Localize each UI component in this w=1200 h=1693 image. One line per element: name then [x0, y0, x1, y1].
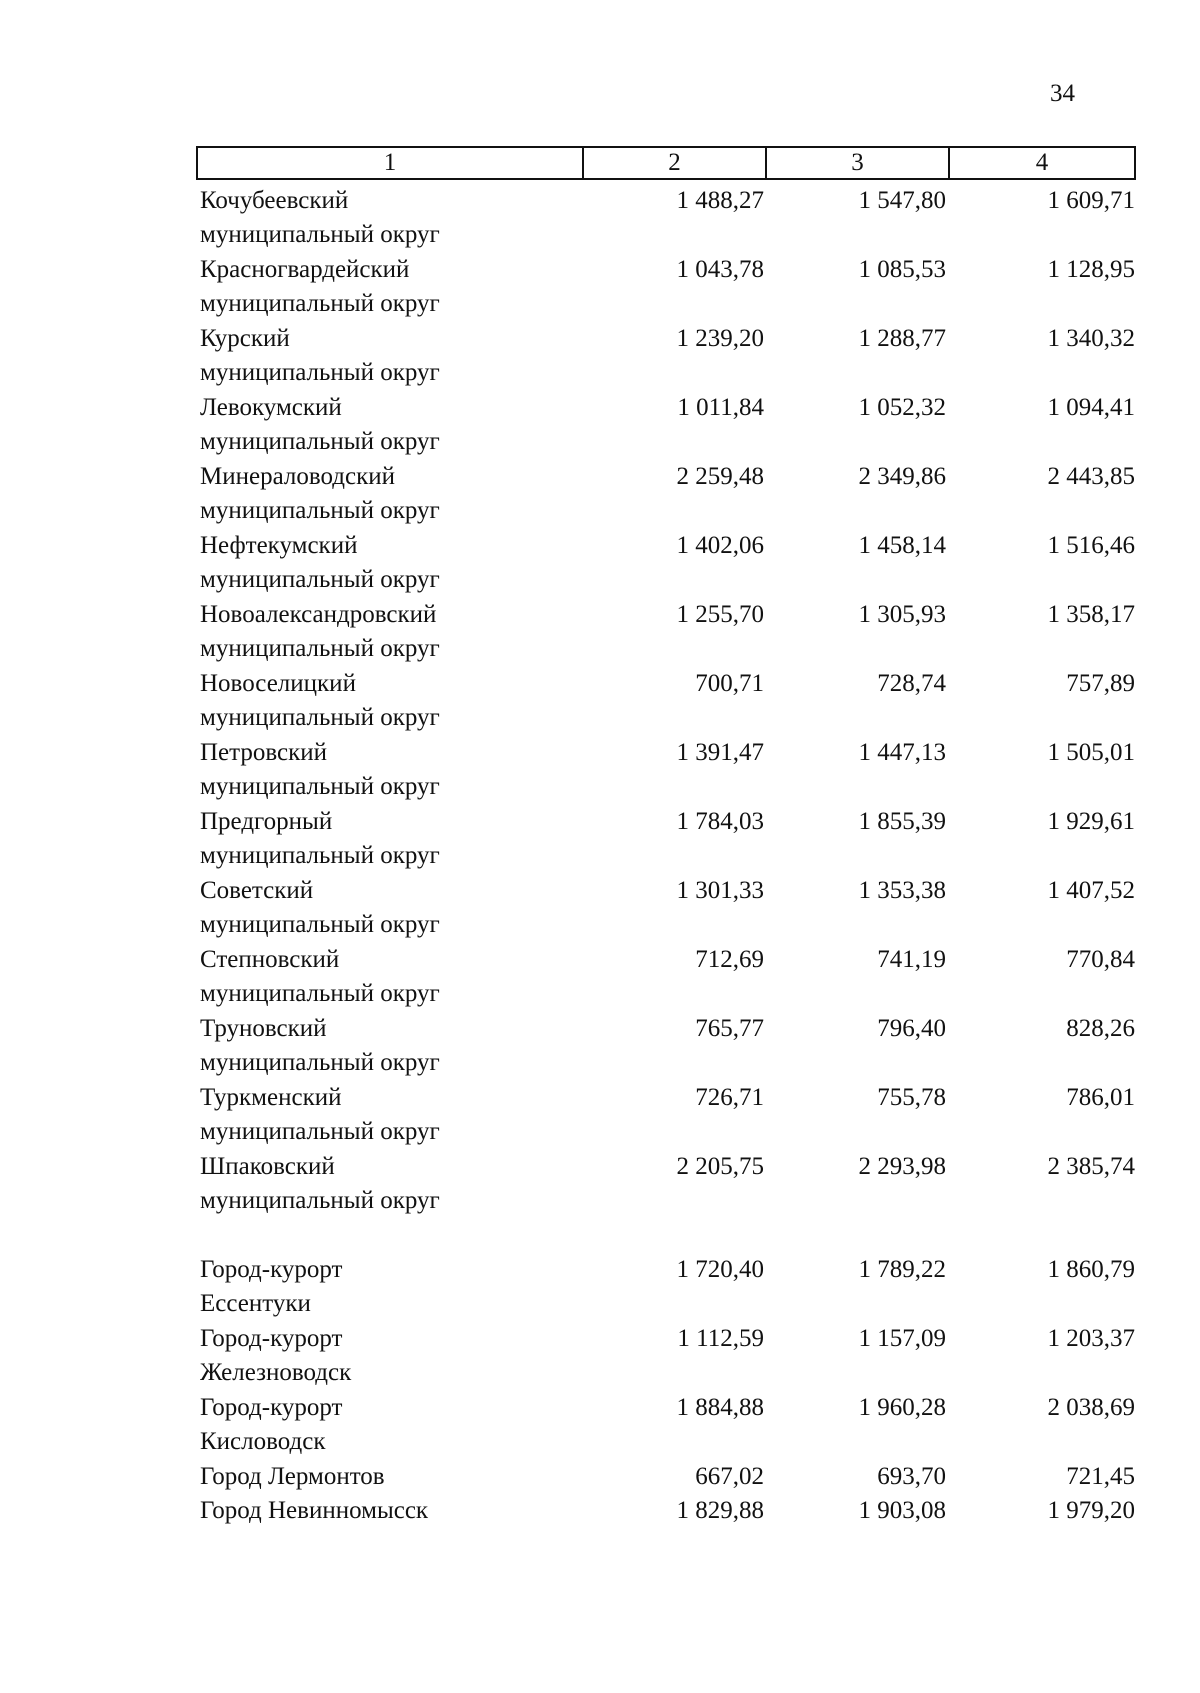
cell-col-2: 1 239,20	[676, 325, 764, 352]
cell-col-2: 726,71	[695, 1084, 764, 1111]
header-col-4: 4	[950, 146, 1136, 180]
row-name: Нефтекумский муниципальный округ	[200, 532, 440, 593]
cell-col-3: 741,19	[877, 946, 946, 973]
row-name: Город-курорт Ессентуки	[200, 1256, 343, 1317]
cell-col-4: 1 979,20	[1047, 1497, 1135, 1524]
cell-col-2: 700,71	[695, 670, 764, 697]
row-name: Степновский муниципальный округ	[200, 946, 440, 1007]
row-name: Город Невинномысск	[200, 1497, 429, 1524]
cell-col-2: 1 301,33	[676, 877, 764, 904]
cell-col-3: 728,74	[877, 670, 946, 697]
cell-col-4: 2 038,69	[1047, 1394, 1135, 1421]
cell-col-2: 1 784,03	[676, 808, 764, 835]
cell-col-3: 1 288,77	[858, 325, 946, 352]
cell-col-4: 828,26	[1066, 1015, 1135, 1042]
row-name: Петровский муниципальный округ	[200, 739, 440, 800]
cell-col-4: 1 340,32	[1047, 325, 1135, 352]
table-row	[200, 1012, 1140, 1081]
cell-col-4: 1 094,41	[1047, 394, 1135, 421]
cell-col-3: 1 960,28	[858, 1394, 946, 1421]
table-row	[200, 1150, 1140, 1219]
cell-col-3: 1 547,80	[858, 187, 946, 214]
table-row	[200, 667, 1140, 736]
cell-col-3: 1 157,09	[858, 1325, 946, 1352]
table-row	[200, 1322, 1140, 1391]
cell-col-2: 1 011,84	[677, 394, 764, 421]
cell-col-4: 1 609,71	[1047, 187, 1135, 214]
row-name: Труновский муниципальный округ	[200, 1015, 440, 1076]
table-row	[200, 253, 1140, 322]
cell-col-2: 2 205,75	[676, 1153, 764, 1180]
cell-col-4: 1 128,95	[1047, 256, 1135, 283]
cell-col-3: 1 085,53	[858, 256, 946, 283]
row-name: Кочубеевский муниципальный округ	[200, 187, 440, 248]
cell-col-4: 1 516,46	[1047, 532, 1135, 559]
cell-col-2: 1 402,06	[676, 532, 764, 559]
cell-col-3: 1 789,22	[858, 1256, 946, 1283]
row-name: Новоалександровский муниципальный округ	[200, 601, 440, 662]
cell-col-3: 1 447,13	[858, 739, 946, 766]
cell-col-4: 1 358,17	[1047, 601, 1135, 628]
cell-col-2: 1 884,88	[676, 1394, 764, 1421]
cell-col-4: 2 443,85	[1047, 463, 1135, 490]
row-name: Город Лермонтов	[200, 1463, 385, 1490]
cell-col-4: 1 929,61	[1047, 808, 1135, 835]
cell-col-3: 1 458,14	[858, 532, 946, 559]
row-name: Красногвардейский муниципальный округ	[200, 256, 440, 317]
cell-col-2: 1 720,40	[676, 1256, 764, 1283]
row-name: Город-курорт Кисловодск	[200, 1394, 343, 1455]
row-name: Левокумский муниципальный округ	[200, 394, 440, 455]
table-header	[196, 146, 1136, 180]
cell-col-4: 757,89	[1066, 670, 1135, 697]
cell-col-3: 1 855,39	[858, 808, 946, 835]
row-name: Советский муниципальный округ	[200, 877, 440, 938]
cell-col-4: 1 203,37	[1047, 1325, 1135, 1352]
cell-col-3: 755,78	[877, 1084, 946, 1111]
cell-col-3: 1 052,32	[858, 394, 946, 421]
row-name: Город-курорт Железноводск	[200, 1325, 352, 1386]
table-row	[200, 1391, 1140, 1460]
table-row	[200, 943, 1140, 1012]
cell-col-3: 693,70	[877, 1463, 946, 1490]
cell-col-3: 1 903,08	[858, 1497, 946, 1524]
cell-col-3: 2 349,86	[858, 463, 946, 490]
cell-col-3: 1 353,38	[858, 877, 946, 904]
cell-col-4: 1 407,52	[1047, 877, 1135, 904]
row-name: Минераловодский муниципальный округ	[200, 463, 440, 524]
table-body	[200, 184, 1140, 1528]
header-col-3: 3	[767, 146, 950, 180]
table-row	[200, 1460, 1140, 1494]
table-row	[200, 874, 1140, 943]
cell-col-2: 1 255,70	[676, 601, 764, 628]
table-row	[200, 736, 1140, 805]
table-row	[200, 805, 1140, 874]
cell-col-4: 1 860,79	[1047, 1256, 1135, 1283]
cell-col-2: 1 391,47	[676, 739, 764, 766]
header-col-2: 2	[584, 146, 767, 180]
table-row	[200, 322, 1140, 391]
cell-col-4: 786,01	[1066, 1084, 1135, 1111]
cell-col-2: 1 043,78	[676, 256, 764, 283]
cell-col-2: 1 112,59	[677, 1325, 764, 1352]
header-col-1: 1	[196, 146, 584, 180]
cell-col-2: 2 259,48	[676, 463, 764, 490]
table-row	[200, 529, 1140, 598]
cell-col-2: 667,02	[695, 1463, 764, 1490]
row-name: Туркменский муниципальный округ	[200, 1084, 440, 1145]
cell-col-3: 2 293,98	[858, 1153, 946, 1180]
cell-col-2: 712,69	[695, 946, 764, 973]
cell-col-2: 1 488,27	[676, 187, 764, 214]
table-row	[200, 460, 1140, 529]
cell-col-4: 770,84	[1066, 946, 1135, 973]
row-name: Новоселицкий муниципальный округ	[200, 670, 440, 731]
table-row	[200, 1494, 1140, 1528]
table-row	[200, 598, 1140, 667]
cell-col-2: 1 829,88	[676, 1497, 764, 1524]
cell-col-4: 1 505,01	[1047, 739, 1135, 766]
cell-col-2: 765,77	[695, 1015, 764, 1042]
table-row	[200, 1253, 1140, 1322]
row-name: Предгорный муниципальный округ	[200, 808, 440, 869]
row-name: Шпаковский муниципальный округ	[200, 1153, 440, 1214]
cell-col-3: 796,40	[877, 1015, 946, 1042]
cell-col-4: 721,45	[1066, 1463, 1135, 1490]
cell-col-3: 1 305,93	[858, 601, 946, 628]
row-name: Курский муниципальный округ	[200, 325, 440, 386]
cell-col-4: 2 385,74	[1047, 1153, 1135, 1180]
table-row	[200, 184, 1140, 253]
page-number: 34	[1050, 80, 1075, 107]
table-row	[200, 1081, 1140, 1150]
table-row	[200, 391, 1140, 460]
